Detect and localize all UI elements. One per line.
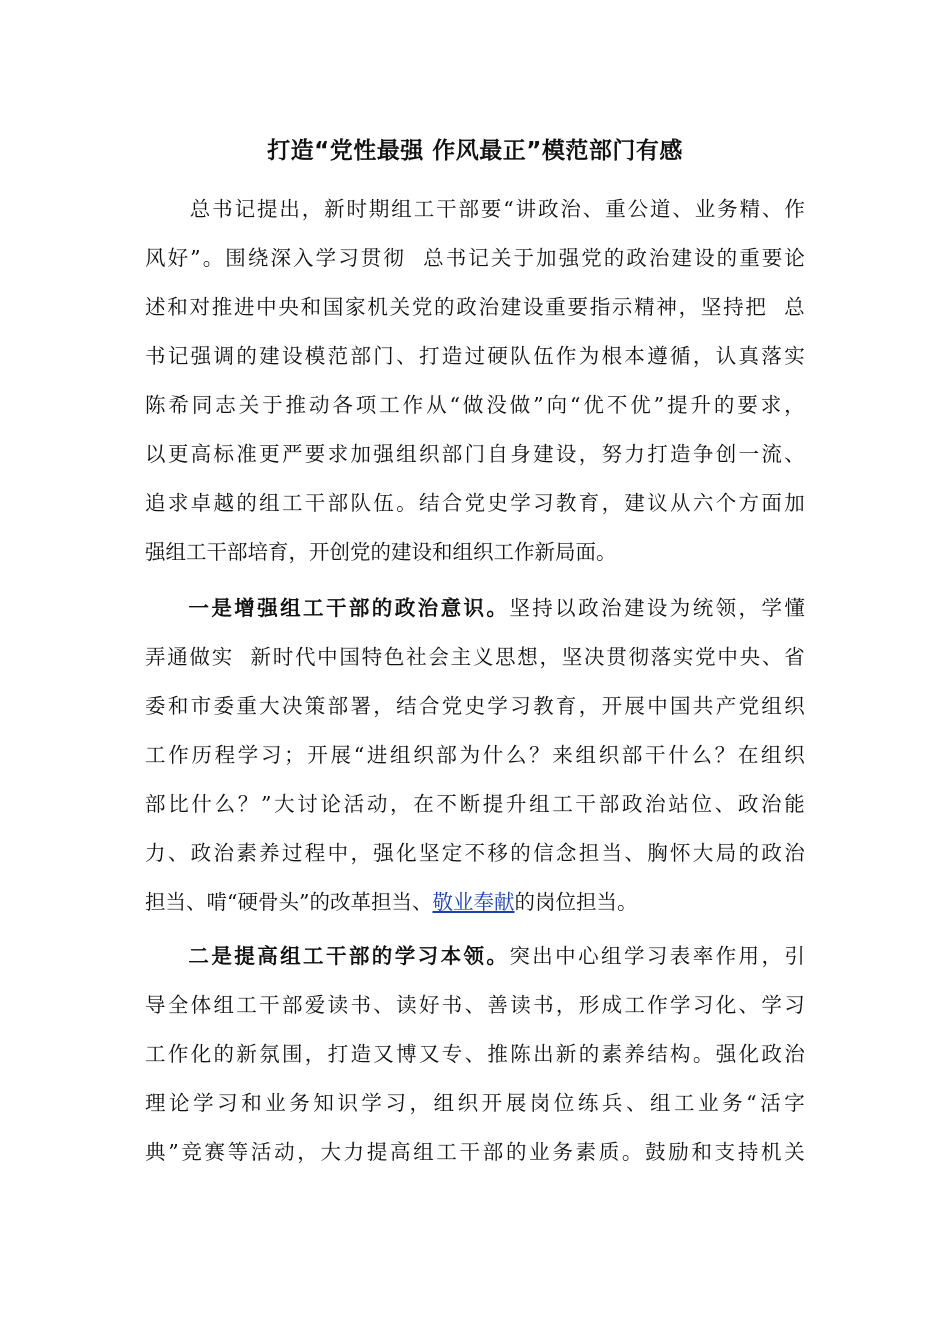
document-title: 打造“党性最强 作风最正”模范部门有感	[267, 138, 683, 164]
paragraph-2-line-1: 一 是 增 强 组 工 干 部 的 政 治 意 识 。 坚 持 以 政 治 建 设 为 统 领 ， 学 懂	[188, 596, 805, 620]
paragraph-2-line-2: 弄 通 做 实 新 时 代 中 国 特 色 社 会 主 义 思 想 ， 坚 决 贯 彻 落 实 党 中 央 、 省	[145, 645, 805, 669]
paragraph-3-line-3: 工 作 化 的 新 氛 围 ， 打 造 又 博 又 专 、 推 陈 出 新 的 素 养 结 构 。 强 化 政 治	[145, 1042, 805, 1066]
jingye-fengxian-link[interactable]: 敬业奉献	[432, 890, 515, 914]
paragraph-3-line-4: 理 论 学 习 和 业 务 知 识 学 习 ， 组 织 开 展 岗 位 练 兵 、 组 工 业 务 “ 活 字	[145, 1091, 805, 1115]
paragraph-3-line-1: 二 是 提 高 组 工 干 部 的 学 习 本 领 。 突 出 中 心 组 学 习 表 率 作 用 ， 引	[188, 944, 805, 968]
paragraph-2-line-3: 委 和 市 委 重 大 决 策 部 署 ， 结 合 党 史 学 习 教 育 ， 开 展 中 国 共 产 党 组 织	[145, 694, 805, 718]
paragraph-2-last-line-end: 的岗位担当。	[514, 890, 638, 914]
paragraph-2-last-line-start: 担当、啃“硬骨头”的改革担当、	[145, 890, 433, 914]
paragraph-1-line-2: 风 好 ” 。 围 绕 深 入 学 习 贯 彻 总 书 记 关 于 加 强 党 的 政 治 建 设 的 重 要 论	[145, 246, 805, 270]
paragraph-2-line-6: 力 、 政 治 素 养 过 程 中 ， 强 化 坚 定 不 移 的 信 念 担 当 、 胸 怀 大 局 的 政 治	[145, 841, 805, 865]
paragraph-1-line-3: 述 和 对 推 进 中 央 和 国 家 机 关 党 的 政 治 建 设 重 要 指 示 精 神 ， 坚 持 把 总	[145, 295, 805, 319]
paragraph-1-line-5: 陈 希 同 志 关 于 推 动 各 项 工 作 从 “ 做 没 做 ” 向 “ 优 不 优 ” 提 升 的 要 求 ，	[145, 393, 805, 417]
paragraph-2-line-5: 部 比 什 么 ？ ” 大 讨 论 活 动 ， 在 不 断 提 升 组 工 干 部 政 治 站 位 、 政 治 能	[145, 792, 805, 816]
paragraph-1-line-4: 书 记 强 调 的 建 设 模 范 部 门 、 打 造 过 硬 队 伍 作 为 根 本 遵 循 ， 认 真 落 实	[145, 344, 805, 368]
paragraph-1-line-6: 以 更 高 标 准 更 严 要 求 加 强 组 织 部 门 自 身 建 设 ， 努 力 打 造 争 创 一 流 、	[145, 442, 805, 466]
paragraph-1-line-1: 总 书 记 提 出 ， 新 时 期 组 工 干 部 要 “ 讲 政 治 、 重 公 道 、 业 务 精 、 作	[189, 197, 805, 221]
paragraph-3-line-2: 导 全 体 组 工 干 部 爱 读 书 、 读 好 书 、 善 读 书 ， 形 成 工 作 学 习 化 、 学 习	[145, 993, 805, 1017]
paragraph-2-line-7	[145, 878, 805, 927]
paragraph-1-line-7: 追 求 卓 越 的 组 工 干 部 队 伍 。 结 合 党 史 学 习 教 育 ， 建 议 从 六 个 方 面 加	[145, 491, 805, 515]
paragraph-2-line-4: 工 作 历 程 学 习 ； 开 展 “ 进 组 织 部 为 什 么 ？ 来 组 织 部 干 什 么 ？ 在 组 织	[145, 743, 805, 767]
paragraph-1-line-8: 强组工干部培育，开创党的建设和组织工作新局面。	[145, 540, 617, 564]
paragraph-3-line-5: 典 ” 竞 赛 等 活 动 ， 大 力 提 高 组 工 干 部 的 业 务 素 质 。 鼓 励 和 支 持 机 关	[145, 1140, 805, 1164]
